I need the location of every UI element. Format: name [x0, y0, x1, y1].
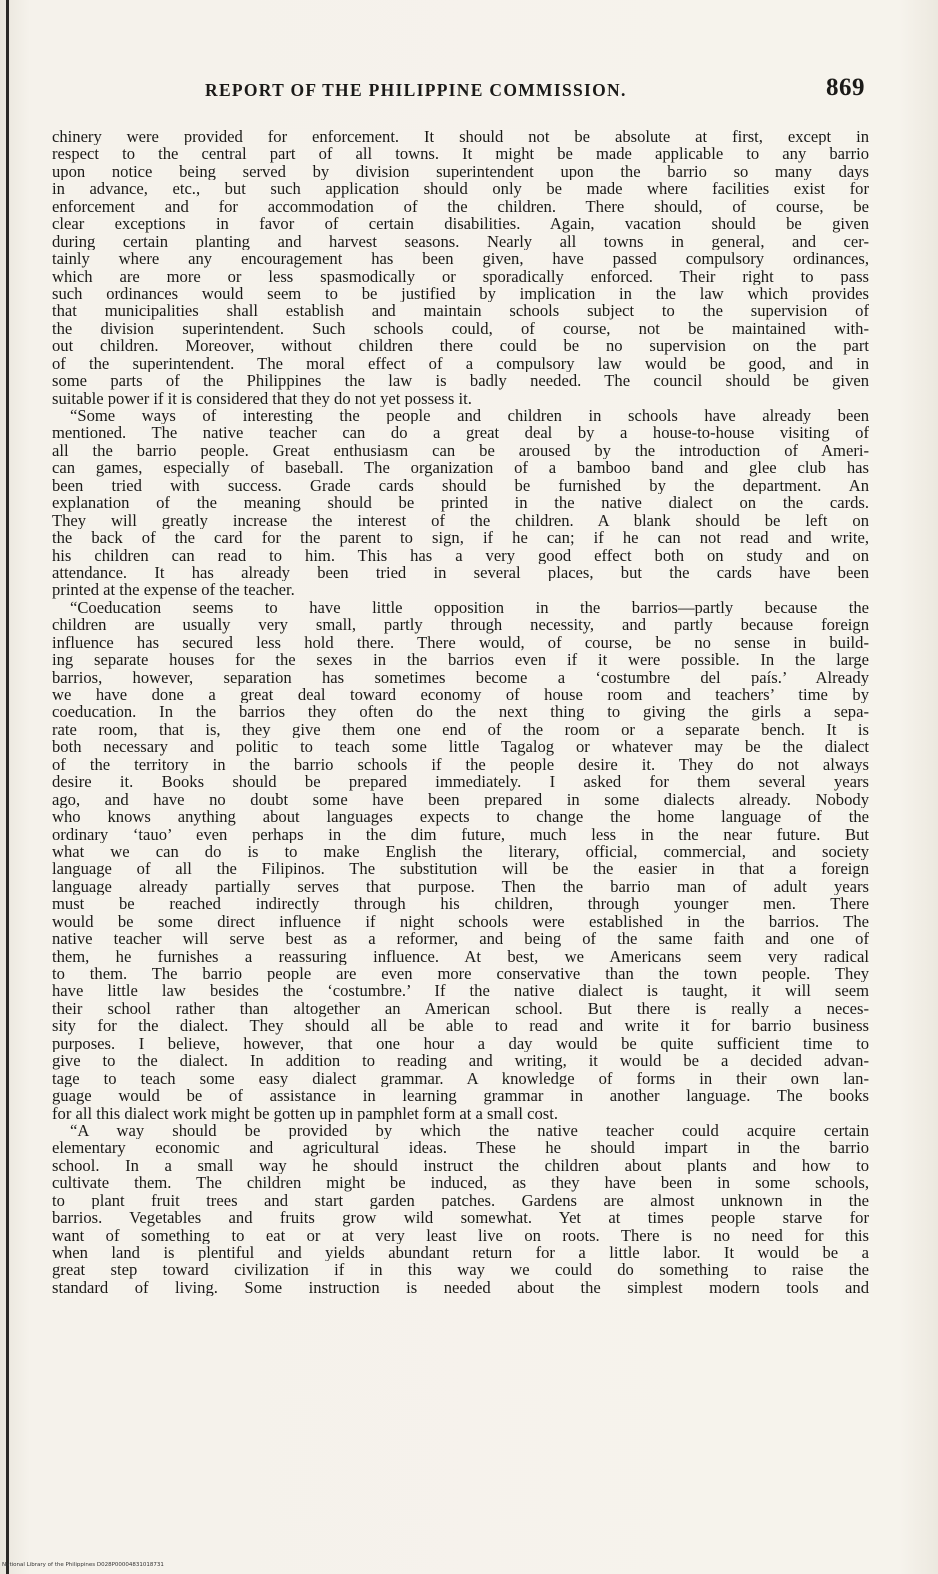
text-line: tage to teach some easy dialect grammar. A knowledge of forms in their own lan-: [52, 1069, 869, 1088]
text-line: the division superintendent. Such schools could, of course, not be maintained with-: [52, 319, 869, 338]
text-line: sity for the dialect. They should all be able to read and write it for barrio business: [52, 1017, 869, 1035]
text-line: They will greatly increase the interest of the children. A blank should be left on: [52, 511, 869, 530]
text-line: all the barrio people. Great enthusiasm can be aroused by the introduction of Ameri-: [52, 441, 869, 460]
text-line: respect to the central part of all towns. It might be made applicable to any barrio: [52, 145, 869, 163]
text-line: mentioned. The native teacher can do a great deal by a house-to-house visiting of: [52, 424, 869, 442]
text-line: his children can read to him. This has a very good effect both on study and on: [52, 546, 869, 564]
text-line: when land is plentiful and yields abundant return for a little labor. It would be a: [52, 1244, 869, 1262]
text-line: what we can do is to make English the literary, official, commercial, and society: [52, 842, 869, 861]
text-line: explanation of the meaning should be printed in the native dialect on the cards.: [52, 494, 869, 512]
text-line: tainly where any encouragement has been given, have passed compulsory ordinances,: [52, 250, 869, 268]
text-line: which are more or less spasmodically or sporadically enforced. Their right to pass: [52, 267, 869, 285]
text-line: must be reached indirectly through his children, through younger men. There: [52, 895, 869, 913]
text-line: them, he furnishes a reassuring influence. At best, we Americans seem very radical: [52, 947, 869, 965]
text-line: who knows anything about languages expects to change the home language of the: [52, 808, 869, 826]
text-line: in advance, etc., but such application should only be made where facilities exist for: [52, 180, 869, 198]
text-line: attendance. It has already been tried in several places, but the cards have been: [52, 563, 869, 582]
text-line: of the territory in the barrio schools if the people desire it. They do not always: [52, 755, 869, 774]
text-line: of the superintendent. The moral effect of a compulsory law would be good, and in: [52, 354, 869, 373]
text-line: have little law besides the ‘costumbre.’ If the native dialect is taught, it will seem: [52, 982, 869, 1000]
text-line: purposes. I believe, however, that one hour a day would be quite sufficient time to: [52, 1034, 869, 1053]
text-line: native teacher will serve best as a reformer, and being of the same faith and one of: [52, 930, 869, 948]
text-line: clear exceptions in favor of certain disabilities. Again, vacation should be given: [52, 215, 869, 233]
text-line: want of something to eat or at very least live on roots. There is no need for this: [52, 1226, 869, 1244]
text-line: upon notice being served by division superintendent upon the barrio so many days: [52, 162, 869, 181]
text-line: chinery were provided for enforcement. It should not be absolute at first, except in: [52, 128, 869, 146]
text-line: cultivate them. The children might be induced, as they have been in some schools,: [52, 1174, 869, 1192]
text-line: guage would be of assistance in learning grammar in another language. The books: [52, 1087, 869, 1105]
text-line: “Some ways of interesting the people and children in schools have already been: [70, 407, 869, 425]
text-line: printed at the expense of the teacher.: [52, 581, 295, 599]
text-line: language already partially serves that purpose. Then the barrio man of adult years: [52, 877, 869, 896]
text-line: been tried with success. Grade cards should be furnished by the department. An: [52, 476, 869, 495]
page-binding-edge: [6, 0, 9, 1574]
text-line: suitable power if it is considered that they do not yet possess it.: [52, 389, 472, 407]
running-title: REPORT OF THE PHILIPPINE COMMISSION.: [205, 80, 627, 100]
text-line: children are usually very small, partly through necessity, and partly because foreign: [52, 616, 869, 634]
text-line: language of all the Filipinos. The substitution will be the easier in that a foreign: [52, 860, 869, 878]
text-line: such ordinances would seem to be justified by implication in the law which provides: [52, 284, 869, 303]
text-line: to plant fruit trees and start garden patches. Gardens are almost unknown in the: [52, 1191, 869, 1210]
text-line: “A way should be provided by which the native teacher could acquire certain: [70, 1121, 869, 1140]
text-line: their school rather than altogether an American school. But there is really a neces-: [52, 999, 869, 1018]
page-header: [0, 74, 938, 104]
text-line: both necessary and politic to teach some little Tagalog or whatever may be the dialect: [52, 738, 869, 756]
text-line: the back of the card for the parent to sign, if he can; if he can not read and write,: [52, 529, 869, 547]
text-line: barrios. Vegetables and fruits grow wild somewhat. Yet at times people starve for: [52, 1209, 869, 1227]
text-line: some parts of the Philippines the law is badly needed. The council should be given: [52, 372, 869, 390]
text-line: great step toward civilization if in this way we could do something to raise the: [52, 1261, 869, 1279]
text-line: desire it. Books should be prepared immediately. I asked for them several years: [52, 773, 869, 791]
text-line: that municipalities shall establish and maintain schools subject to the supervision of: [52, 302, 869, 320]
text-line: influence has secured less hold there. There would, of course, be no sense in build-: [52, 633, 869, 652]
page-number: 869: [826, 74, 865, 101]
text-line: would be some direct influence if night schools were established in the barrios. The: [52, 912, 869, 931]
text-line: elementary economic and agricultural ideas. These he should impart in the barrio: [52, 1139, 869, 1157]
scan-credit: National Library of the Philippines D028P00004831018731: [2, 1562, 164, 1568]
text-line: enforcement and for accommodation of the children. There should, of course, be: [52, 197, 869, 216]
text-line: barrios, however, separation has sometimes become a ‘costumbre del país.’ Already: [52, 668, 869, 686]
text-line: give to the dialect. In addition to reading and writing, it would be a decided advan-: [52, 1052, 869, 1070]
text-line: for all this dialect work might be gotten up in pamphlet form at a small cost.: [52, 1104, 558, 1122]
text-line: ordinary ‘tauo’ even perhaps in the dim future, much less in the near future. But: [52, 825, 869, 843]
text-line: coeducation. In the barrios they often do the next thing to giving the girls a sepa-: [52, 703, 869, 721]
body-text: [52, 128, 869, 1296]
text-line: “Coeducation seems to have little opposition in the barrios—partly because the: [70, 598, 869, 617]
text-line: out children. Moreover, without children there could be no supervision on the part: [52, 337, 869, 355]
text-line: school. In a small way he should instruct the children about plants and how to: [52, 1156, 869, 1175]
text-line: we have done a great deal toward economy of house room and teachers’ time by: [52, 686, 869, 704]
text-line: ing separate houses for the sexes in the barrios even if it were possible. In the large: [52, 651, 869, 669]
text-line: ago, and have no doubt some have been prepared in some dialects already. Nobody: [52, 790, 869, 809]
text-line: standard of living. Some instruction is needed about the simplest modern tools and: [52, 1278, 869, 1297]
text-line: rate room, that is, they give them one end of the room or a separate bench. It is: [52, 720, 869, 739]
text-line: to them. The barrio people are even more conservative than the town people. They: [52, 965, 869, 983]
text-line: during certain planting and harvest seasons. Nearly all towns in general, and cer-: [52, 232, 869, 251]
text-line: can games, especially of baseball. The organization of a bamboo band and glee club has: [52, 459, 869, 477]
